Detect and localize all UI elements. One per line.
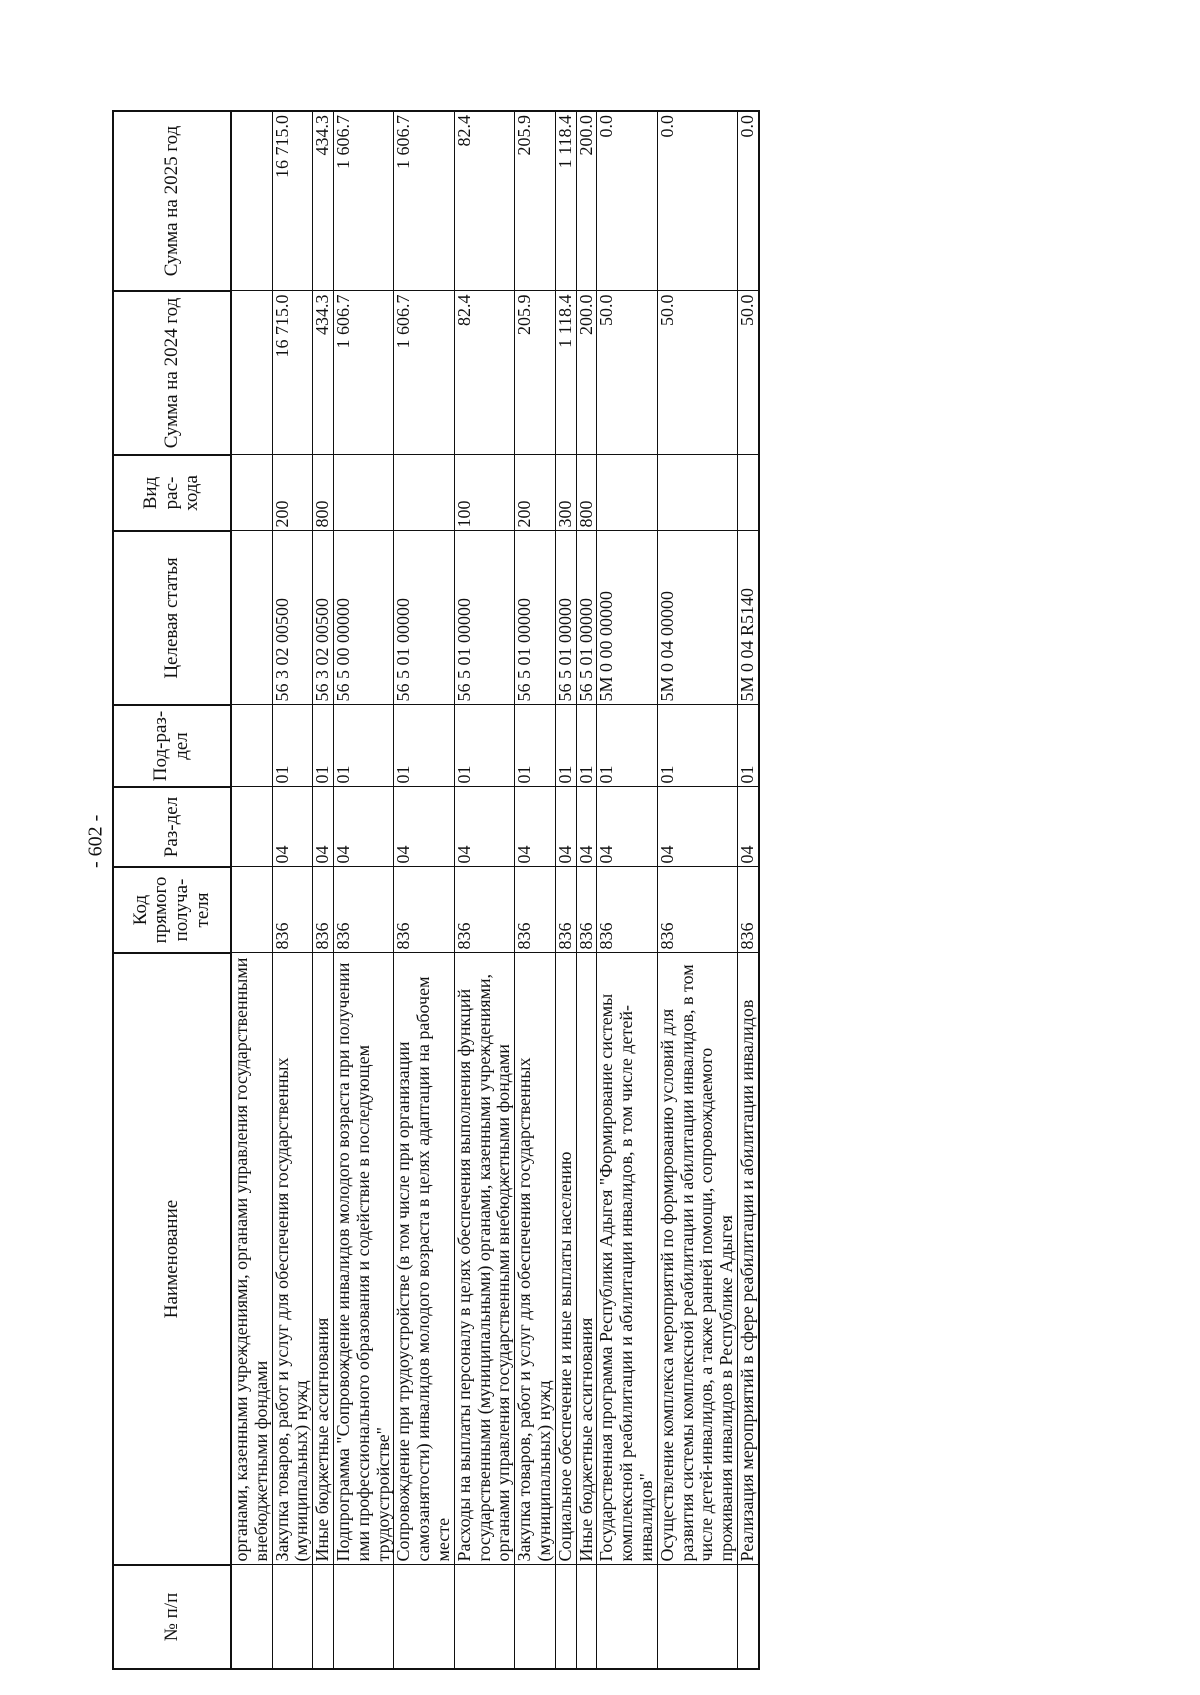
table-row — [272, 111, 313, 1669]
table-row — [576, 111, 597, 1669]
table-row — [333, 111, 393, 1669]
cell-recipient: 836 — [515, 867, 556, 953]
cell-sum-2025: 0.0 — [657, 111, 737, 291]
cell-sum-2025: 0.0 — [597, 111, 657, 291]
cell-expense: 200 — [272, 455, 313, 531]
cell-subsection: 01 — [597, 705, 657, 787]
cell-section: 04 — [394, 787, 454, 867]
cell-sum-2024 — [231, 291, 272, 455]
cell-sum-2025: 200.0 — [576, 111, 597, 291]
cell-expense: 100 — [454, 455, 514, 531]
cell-num — [333, 1565, 393, 1669]
cell-target: 56 5 01 00000 — [576, 531, 597, 705]
cell-sum-2024: 50.0 — [597, 291, 657, 455]
cell-recipient: 836 — [454, 867, 514, 953]
cell-subsection: 01 — [333, 705, 393, 787]
cell-num — [454, 1565, 514, 1669]
cell-target: 5М 0 04 R5140 — [737, 531, 758, 705]
cell-subsection: 01 — [737, 705, 758, 787]
cell-sum-2025: 0.0 — [737, 111, 758, 291]
cell-section: 04 — [313, 787, 334, 867]
cell-target: 5М 0 04 00000 — [657, 531, 737, 705]
header-expense: Вид рас-хода — [113, 455, 231, 531]
cell-name: Закупка товаров, работ и услуг для обеспечения государственных (муниципальных) нужд — [515, 953, 556, 1565]
cell-target: 56 5 01 00000 — [454, 531, 514, 705]
cell-recipient: 836 — [737, 867, 758, 953]
header-name: Наименование — [113, 953, 231, 1565]
cell-sum-2025: 16 715.0 — [272, 111, 313, 291]
cell-num — [394, 1565, 454, 1669]
cell-target: 56 5 01 00000 — [515, 531, 556, 705]
table-row — [555, 111, 576, 1669]
cell-sum-2025: 82.4 — [454, 111, 514, 291]
cell-num — [576, 1565, 597, 1669]
table-row — [394, 111, 454, 1669]
cell-expense: 200 — [515, 455, 556, 531]
cell-name: Сопровождение при трудоустройстве (в том числе при организации самозанятости) инвалидов молодого возраста в целях адаптации на рабочем месте — [394, 953, 454, 1565]
rotated-table-container — [112, 112, 1068, 1670]
cell-num — [272, 1565, 313, 1669]
cell-sum-2024: 50.0 — [737, 291, 758, 455]
cell-num — [737, 1565, 758, 1669]
cell-expense — [657, 455, 737, 531]
header-target: Целевая статья — [113, 531, 231, 705]
cell-sum-2025: 1 606.7 — [394, 111, 454, 291]
cell-section: 04 — [597, 787, 657, 867]
header-section: Раз-дел — [113, 787, 231, 867]
cell-num — [555, 1565, 576, 1669]
cell-sum-2025: 1 118.4 — [555, 111, 576, 291]
cell-section: 04 — [333, 787, 393, 867]
table-row — [454, 111, 514, 1669]
cell-subsection: 01 — [454, 705, 514, 787]
cell-num — [657, 1565, 737, 1669]
cell-name: Социальное обеспечение и иные выплаты населению — [555, 953, 576, 1565]
cell-subsection: 01 — [394, 705, 454, 787]
cell-section: 04 — [555, 787, 576, 867]
cell-recipient: 836 — [313, 867, 334, 953]
header-recipient: Код прямого получа-теля — [113, 867, 231, 953]
header-sum-2024: Сумма на 2024 год — [113, 291, 231, 455]
cell-sum-2024: 1 118.4 — [555, 291, 576, 455]
table-row — [313, 111, 334, 1669]
table-row — [737, 111, 758, 1669]
cell-name: Подпрограмма "Сопровождение инвалидов молодого возраста при получении ими профессионального образования и содействие в последующем трудоустройстве" — [333, 953, 393, 1565]
cell-subsection: 01 — [515, 705, 556, 787]
cell-recipient — [231, 867, 272, 953]
cell-name: Государственная программа Республики Адыгея "Формирование системы комплексной реабилитации и абилитации инвалидов, в том числе детей-инвалидов" — [597, 953, 657, 1565]
cell-section: 04 — [454, 787, 514, 867]
cell-sum-2024: 200.0 — [576, 291, 597, 455]
cell-sum-2024: 434.3 — [313, 291, 334, 455]
cell-sum-2024: 50.0 — [657, 291, 737, 455]
cell-num — [597, 1565, 657, 1669]
table-row — [515, 111, 556, 1669]
cell-expense — [597, 455, 657, 531]
cell-subsection: 01 — [313, 705, 334, 787]
cell-subsection — [231, 705, 272, 787]
table-row — [657, 111, 737, 1669]
cell-sum-2024: 82.4 — [454, 291, 514, 455]
cell-name: Расходы на выплаты персоналу в целях обеспечения выполнения функций государственными (муниципальными) органами, казенными учреждениями, органами управления государственными внебюджетными фондами — [454, 953, 514, 1565]
cell-sum-2024: 205.9 — [515, 291, 556, 455]
cell-subsection: 01 — [272, 705, 313, 787]
cell-expense — [737, 455, 758, 531]
cell-subsection: 01 — [576, 705, 597, 787]
header-num: № п/п — [113, 1565, 231, 1669]
cell-subsection: 01 — [555, 705, 576, 787]
budget-table — [112, 110, 760, 1670]
cell-recipient: 836 — [272, 867, 313, 953]
cell-section: 04 — [576, 787, 597, 867]
cell-section — [231, 787, 272, 867]
cell-target: 56 3 02 00500 — [313, 531, 334, 705]
cell-recipient: 836 — [576, 867, 597, 953]
table-row — [231, 111, 272, 1669]
table-header-row — [113, 111, 231, 1669]
cell-target: 56 5 01 00000 — [394, 531, 454, 705]
cell-num — [231, 1565, 272, 1669]
cell-recipient: 836 — [657, 867, 737, 953]
cell-expense — [231, 455, 272, 531]
cell-target: 56 5 01 00000 — [555, 531, 576, 705]
cell-target: 56 3 02 00500 — [272, 531, 313, 705]
cell-name: Иные бюджетные ассигнования — [576, 953, 597, 1565]
cell-name: Осуществление комплекса мероприятий по формированию условий для развития системы комплексной реабилитации и абилитации инвалидов, в том числе детей-инвалидов, а также ранней помощи, сопровождаемого проживания инвалидов в Республике Адыгея — [657, 953, 737, 1565]
cell-name: органами, казенными учреждениями, органами управления государственными внебюджетными фондами — [231, 953, 272, 1565]
header-sum-2025: Сумма на 2025 год — [113, 111, 231, 291]
cell-expense — [394, 455, 454, 531]
cell-recipient: 836 — [555, 867, 576, 953]
cell-sum-2024: 1 606.7 — [394, 291, 454, 455]
cell-sum-2025: 205.9 — [515, 111, 556, 291]
cell-sum-2024: 1 606.7 — [333, 291, 393, 455]
header-subsection: Под-раз-дел — [113, 705, 231, 787]
cell-recipient: 836 — [333, 867, 393, 953]
cell-sum-2025 — [231, 111, 272, 291]
cell-section: 04 — [657, 787, 737, 867]
cell-expense: 300 — [555, 455, 576, 531]
cell-target: 56 5 00 00000 — [333, 531, 393, 705]
cell-name: Закупка товаров, работ и услуг для обеспечения государственных (муниципальных) нужд — [272, 953, 313, 1565]
cell-num — [313, 1565, 334, 1669]
cell-section: 04 — [737, 787, 758, 867]
cell-expense — [333, 455, 393, 531]
cell-expense: 800 — [576, 455, 597, 531]
cell-section: 04 — [272, 787, 313, 867]
cell-recipient: 836 — [394, 867, 454, 953]
page-number: - 602 - — [84, 814, 107, 868]
cell-sum-2024: 16 715.0 — [272, 291, 313, 455]
cell-sum-2025: 434.3 — [313, 111, 334, 291]
cell-target — [231, 531, 272, 705]
cell-num — [515, 1565, 556, 1669]
cell-target: 5М 0 00 00000 — [597, 531, 657, 705]
cell-sum-2025: 1 606.7 — [333, 111, 393, 291]
table-row — [597, 111, 657, 1669]
cell-section: 04 — [515, 787, 556, 867]
cell-recipient: 836 — [597, 867, 657, 953]
cell-name: Реализация мероприятий в сфере реабилитации и абилитации инвалидов — [737, 953, 758, 1565]
cell-name: Иные бюджетные ассигнования — [313, 953, 334, 1565]
cell-expense: 800 — [313, 455, 334, 531]
cell-subsection: 01 — [657, 705, 737, 787]
